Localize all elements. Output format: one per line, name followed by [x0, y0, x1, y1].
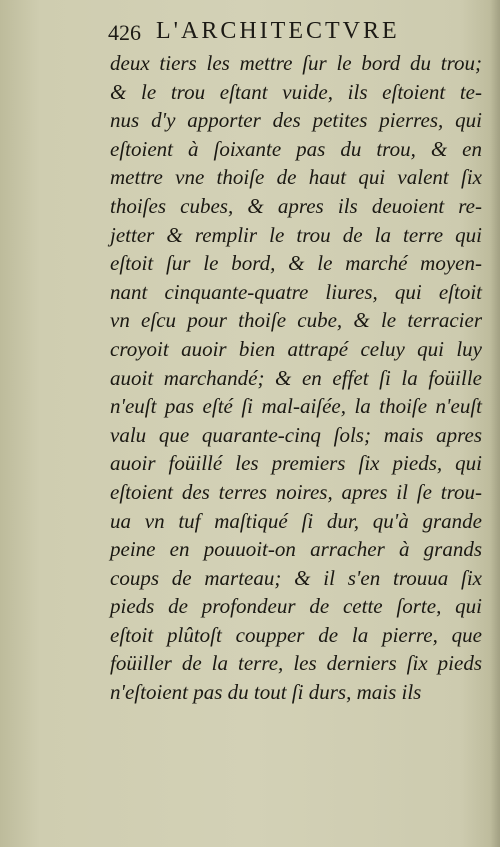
body-text	[110, 49, 482, 707]
running-title: L'ARCHITECTVRE	[156, 18, 400, 44]
text-line: eſtoit ſur le bord, & le marché moyen-	[110, 251, 482, 276]
text-line: valu que quarante-cinq ſols; mais apres	[110, 422, 482, 447]
text-line: eſtoient à ſoixante pas du trou, & en	[110, 136, 482, 161]
text-line: croyoit auoir bien attrapé celuy qui luy	[110, 336, 482, 361]
text-line: & le trou eſtant vuide, ils eſtoient te-	[110, 79, 482, 104]
text-line: thoiſes cubes, & apres ils deuoient re-	[110, 193, 482, 218]
text-line: mettre vne thoiſe de haut qui valent ſix	[110, 165, 482, 190]
text-line: eſtoient des terres noires, apres il ſe trou-	[110, 479, 482, 504]
text-line: pieds de profondeur de cette ſorte, qui	[110, 594, 482, 619]
text-line: n'eſtoient pas du tout ſi durs, mais ils	[110, 680, 422, 705]
text-line: jetter & remplir le trou de la terre qui	[110, 222, 482, 247]
text-line: n'euſt pas eſté ſi mal-aiſée, la thoiſe n'euſt	[110, 394, 482, 419]
text-line: deux tiers les mettre ſur le bord du trou;	[110, 51, 482, 75]
text-line: nus d'y apporter des petites pierres, qui	[110, 108, 482, 133]
page-number: 426	[108, 20, 141, 45]
page-header	[108, 18, 488, 50]
text-line: peine en pouuoit-on arracher à grands	[110, 537, 482, 562]
text-line: eſtoit plûtoſt coupper de la pierre, que	[110, 622, 482, 647]
text-line: auoit marchandé; & en effet ſi la foüille	[110, 365, 482, 390]
text-line: foüiller de la terre, les derniers ſix pieds	[110, 651, 482, 676]
text-line: ua vn tuf maſtiqué ſi dur, qu'à grande	[110, 508, 482, 533]
text-line: auoir foüillé les premiers ſix pieds, qui	[110, 451, 482, 476]
text-line: vn eſcu pour thoiſe cube, & le terracier	[110, 308, 482, 333]
text-line: coups de marteau; & il s'en trouua ſix	[110, 565, 482, 590]
text-line: nant cinquante-quatre liures, qui eſtoit	[110, 279, 482, 304]
